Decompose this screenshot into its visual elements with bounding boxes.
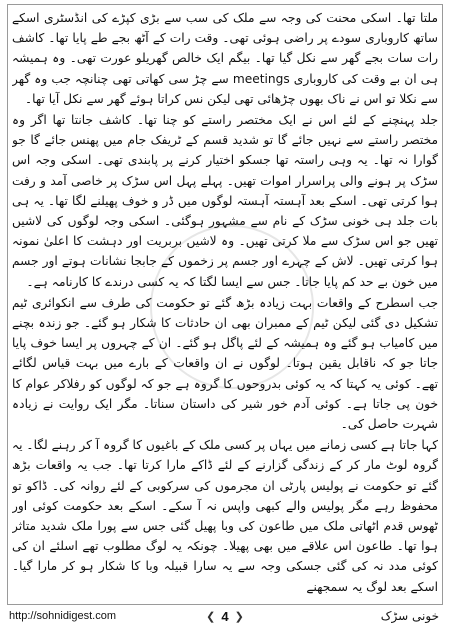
paragraph: جلد پہنچنے کے لئے اس نے ایک مختصر راستے کو چنا تھا۔ کاشف جانتا تھا اگر وہ مختصر راستے سے نہیں جائے گا تو شدید قسم کے ٹریفک جام میں پھنس جائے گا جو گوارا نہ تھا۔ یہ وہی راستہ تھا جسکو اختیار کرنے پر پابندی تھی۔ اسکی وجہ اس سڑک پر ہونے والی پراسرار اموات تھیں۔ پہلے پہل اس سڑک پر خاصی آمد و رفت ہوا کرتی تھی۔ اسکے بعد آہستہ آہستہ لوگوں میں ڈر و خوف پھیلنے لگا تھا۔ یہ ہی بات جلد ہی خونی سڑک کے نام سے مشہور ہوگئی۔ اسکی وجہ لوگوں کی لاشیں تھیں جو اس سڑک سے ملا کرتی تھیں۔ وہ لاشیں بربریت اور دہشت کا اعلیٰ نمونہ ہوا کرتی تھیں۔ لاش کے چہرے اور جسم پر زخموں کے جابجا نشانات ہوتے اور جسم میں خون بے حد کم پایا جاتا۔ جس سے ایسا لگتا کہ یہ کسی درندے کا کارنامہ ہے۔	[12, 113, 438, 289]
paragraph: جب اسطرح کے واقعات بہت زیادہ بڑھ گئے تو حکومت کی طرف سے انکوائری ٹیم تشکیل دی گئی لیکن ٹیم کے ممبران بھی ان حادثات کا شکار ہو گئے۔ جو زندہ بچنے میں کامیاب ہو گئے وہ ہمیشہ کے لئے پاگل ہو گئے۔ ان کے چہروں پر ایسا خوف پایا جاتا جو کہ ناقابل یقین ہوتا۔ لوگوں نے ان واقعات کے بارے میں بہت قیاس لگائے تھے۔ کوئی یہ کہتا کہ یہ کوئی بدروحوں کا گروہ ہے جو کہ لوگوں کو رفلاکر عوام کا خون پی جاتا ہے۔ کوئی آدم خور شیر کی داستان سناتا۔ مگر ایک روایت نے زیادہ شہرت حاصل کی۔	[12, 295, 438, 432]
story-text	[12, 8, 438, 602]
ornament-right-icon: ❯	[234, 610, 244, 623]
ornament-left-icon: ❮	[206, 610, 216, 623]
paragraph: ملتا تھا۔ اسکی محنت کی وجہ سے ملک کی سب سے بڑی کپڑے کی انڈسٹری اسکے ساتھ کاروباری سودے پر راضی ہوئی تھی۔ وقت رات کے آٹھ بجے طے پایا تھا۔ کاشف رات سات بجے گھر سے نکل گیا تھا۔ بیگم ایک خالص گھریلو عورت تھی۔ وہ ہمیشہ ہی ان بے وقت کی کاروباری meetings سے چڑ سی کھاتی تھی چنانچہ جب وہ گھر سے نکلا تو اس نے ناک بھوں چڑھائی تھی لیکن نس کراتا ہوئے گھر سے نکل آیا تھا۔	[12, 11, 438, 106]
page-footer	[7, 605, 443, 627]
footer-url[interactable]: http://sohnidigest.com	[9, 610, 117, 622]
page-number: 4	[221, 608, 229, 624]
paragraph: کہا جاتا ہے کسی زمانے میں یہاں پر کسی ملک کے باغیوں کا گروہ آ کر رہنے لگا۔ یہ گروہ لوٹ مار کر کے زندگی گزارنے کے لئے ڈاکے مارا کرتا تھا۔ جب یہ واقعات بڑھ گئے تو حکومت نے پولیس پارٹی ان مجرموں کی سرکوبی کے لئے روانہ کی۔ ڈاکو تو محفوظ رہے مگر پولیس والے کبھی واپس نہ آ سکے۔ اسکے بعد حکومت کوئی اور ٹھوس قدم اٹھاتی ملک میں طاعون کی وبا پھیل گئی جس سے پورا ملک شدید متاثر ہوا تھا۔ طاعون اس علاقے میں بھی پھیلا۔ چونکہ یہ لوگ مطلوب تھے اسلئے ان کی کوئی مدد نہ کی گئی جسکی وجہ سے یہ سارا قبیلہ وبا کا شکار ہو کر مارا گیا۔ اسکے بعد لوگ یہ سمجھنے	[12, 438, 438, 594]
footer-title: خونی سڑک	[380, 609, 439, 623]
page-number-area	[195, 607, 255, 625]
